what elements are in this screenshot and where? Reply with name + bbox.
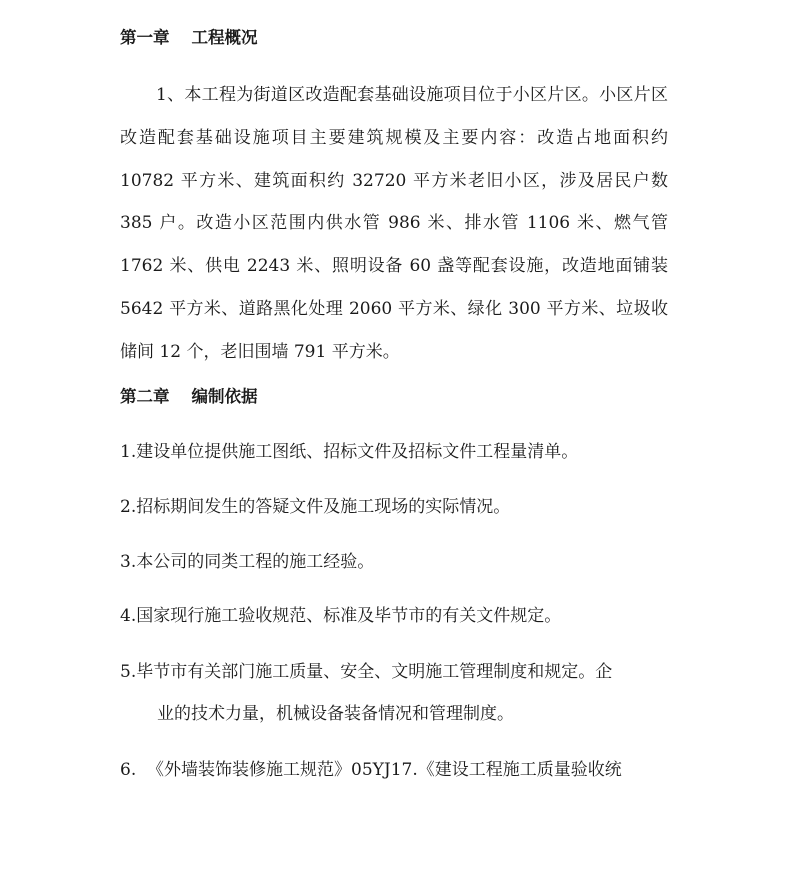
basis-item-5: 5.毕节市有关部门施工质量、安全、文明施工管理制度和规定。企	[120, 662, 613, 682]
chapter-2-number: 第二章	[120, 387, 170, 406]
chapter-2-title: 编制依据	[191, 387, 258, 406]
basis-item-5-continued: 业的技术力量，机械设备装备情况和管理制度。	[157, 704, 514, 724]
basis-item-2: 2.招标期间发生的答疑文件及施工现场的实际情况。	[120, 497, 511, 517]
chapter-1-heading	[120, 26, 258, 50]
basis-item-4: 4.国家现行施工验收规范、标准及毕节市的有关文件规定。	[120, 606, 562, 626]
chapter-2-heading	[120, 385, 258, 409]
chapter-1-title: 工程概况	[191, 28, 258, 47]
basis-item-6: 6. 《外墙装饰装修施工规范》05YJ17.《建设工程施工质量验收统	[120, 760, 622, 780]
basis-item-3: 3.本公司的同类工程的施工经验。	[120, 552, 375, 572]
chapter-1-number: 第一章	[120, 28, 170, 47]
basis-item-1: 1.建设单位提供施工图纸、招标文件及招标文件工程量清单。	[120, 442, 579, 462]
project-overview-paragraph: 1、本工程为街道区改造配套基础设施项目位于小区片区。小区片区改造配套基础设施项目主要建筑规模及主要内容：改造占地面积约 10782 平方米、建筑面积约 32720 平方米老旧小区，涉及居民户数 385 户。改造小区范围内供水管 986 米、排水管 1106 米、燃气管 1762 米、供电 2243 米、照明设备 60 盏等配套设施，改造地面铺装 5642 平方米、道路黑化处理 2060 平方米、绿化 300 平方米、垃圾收储间 12 个，老旧围墙 791 平方米。	[120, 85, 668, 362]
